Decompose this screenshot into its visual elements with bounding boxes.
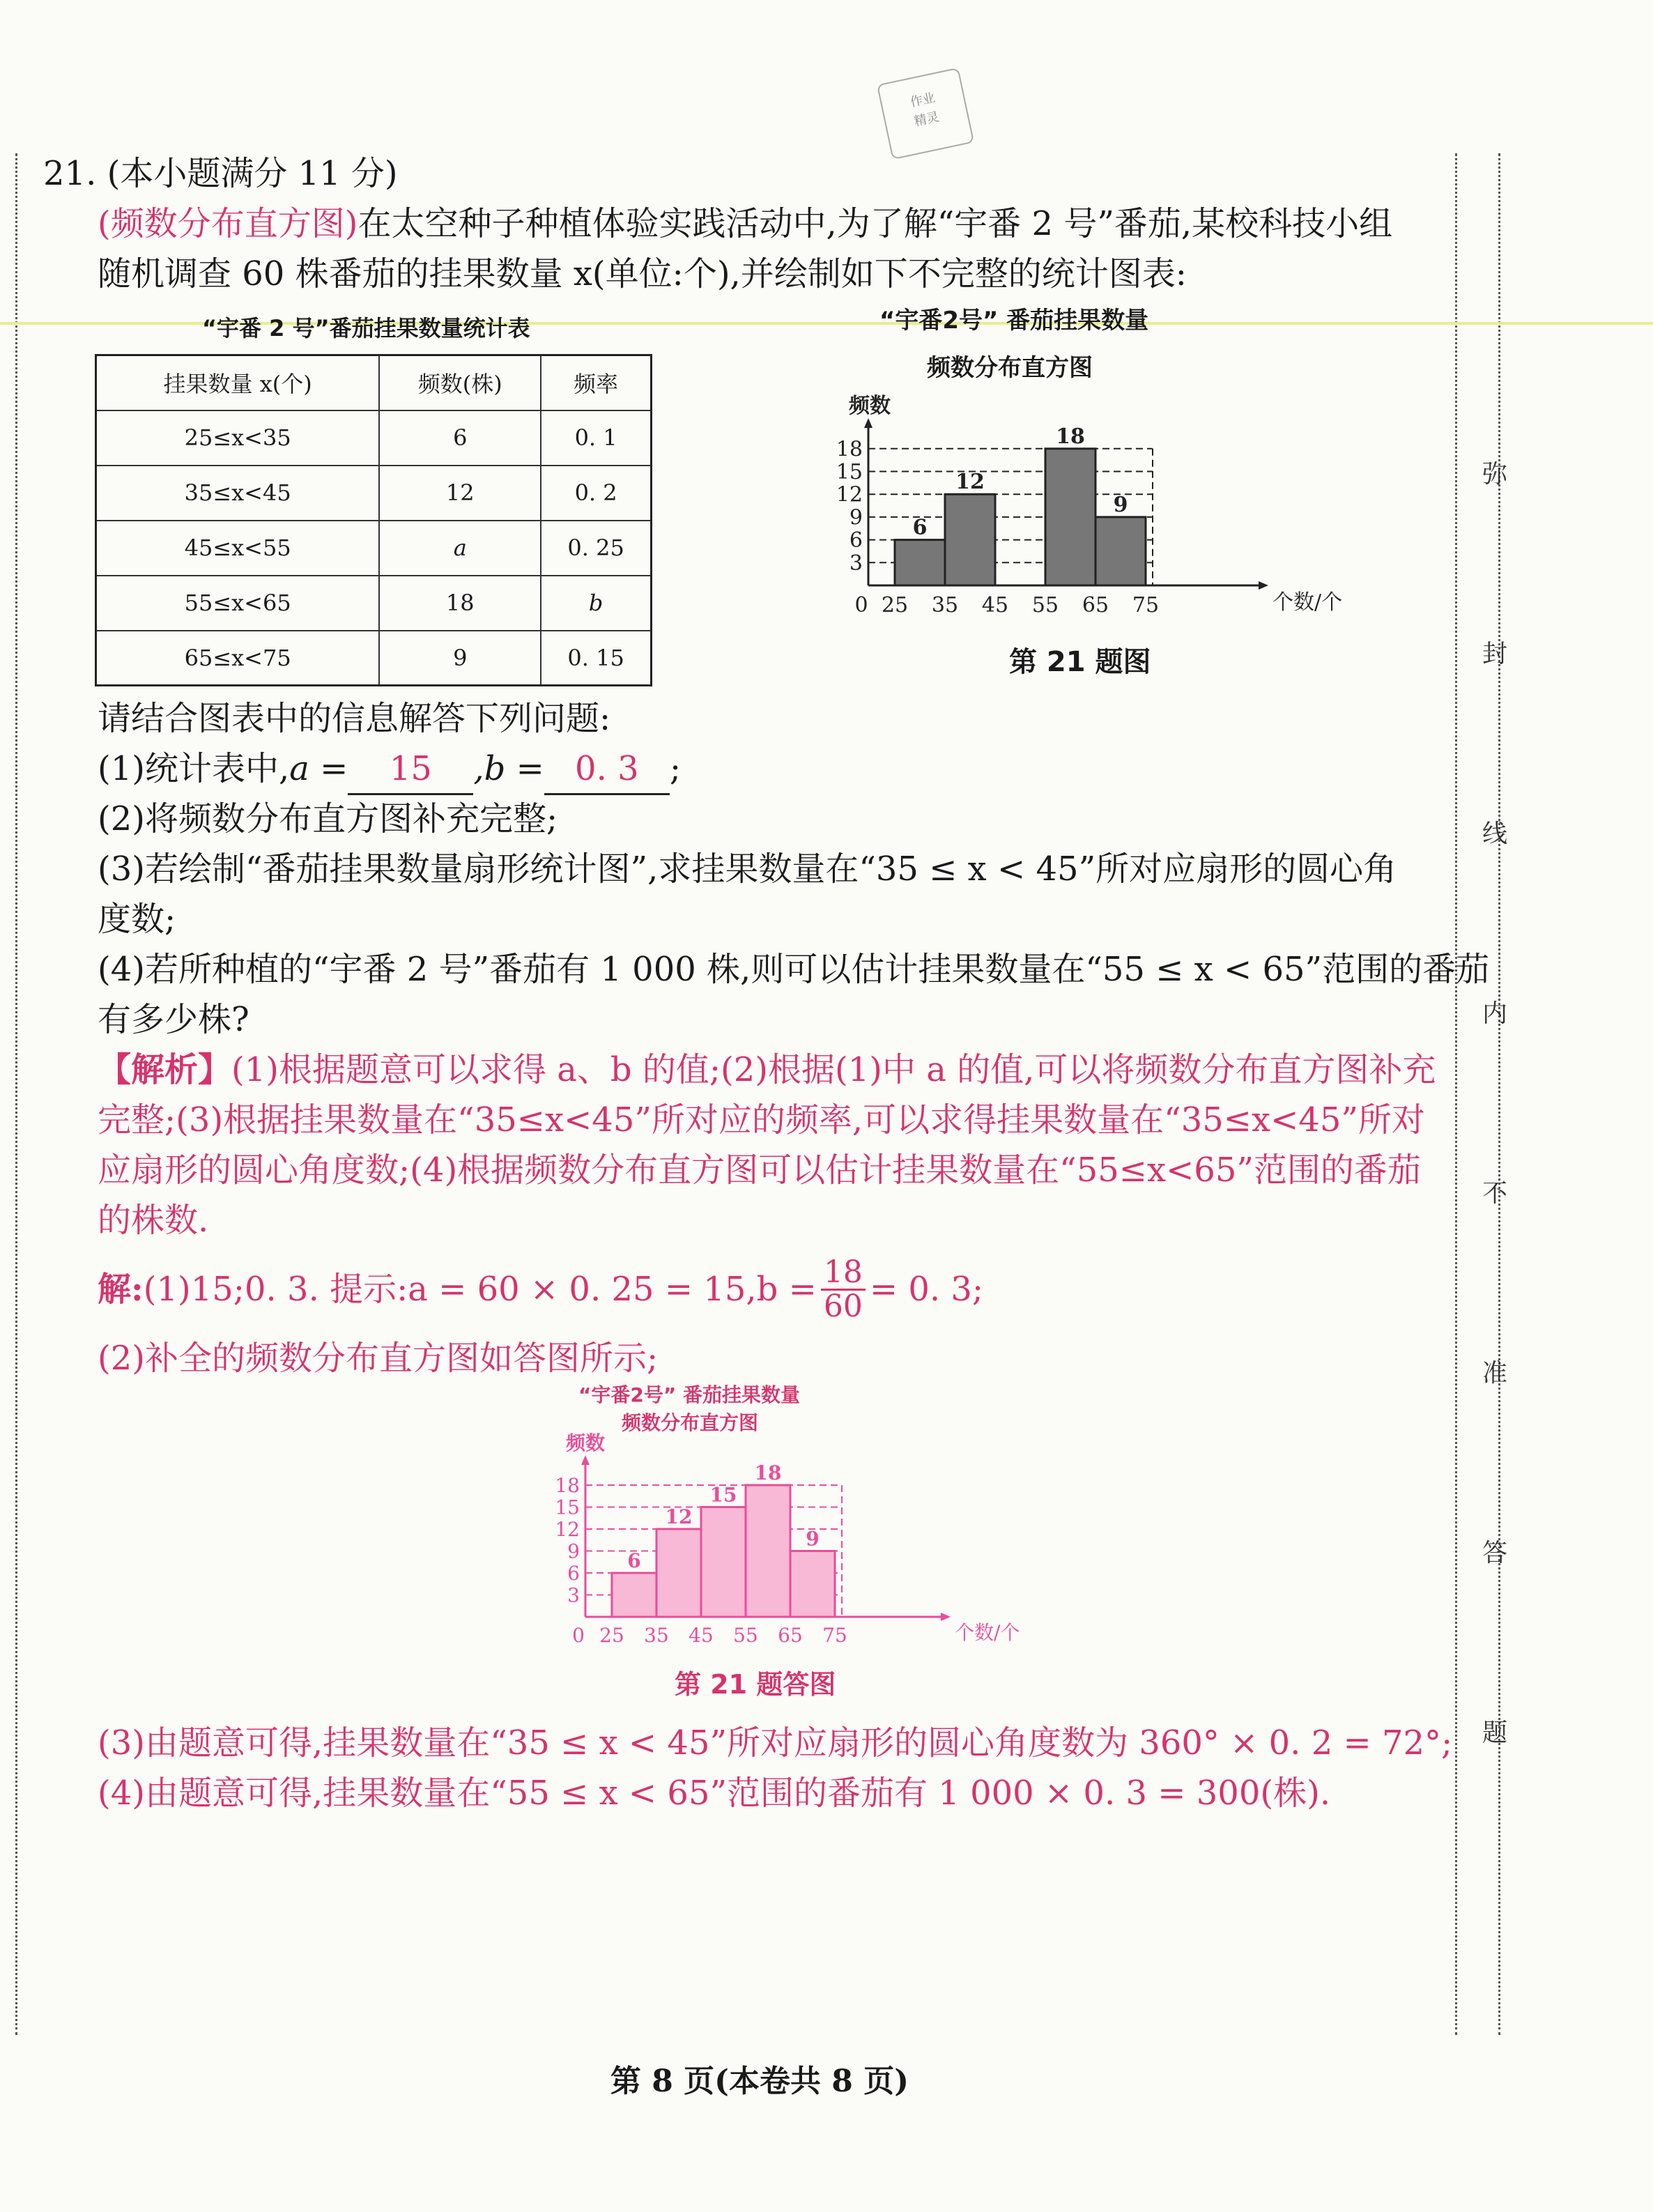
histogram-bar bbox=[1045, 449, 1095, 585]
histogram-bar bbox=[746, 1485, 790, 1617]
table-cell: 12 bbox=[379, 466, 541, 521]
solution-line-4: (4)由题意可得,挂果数量在“55 ≤ x < 65”范围的番茄有 1 000 × 0. 3 = 300(株). bbox=[98, 1774, 1331, 1813]
x-tick-label: 25 bbox=[599, 1624, 624, 1647]
chart1-title: “宇番2号” 番茄挂果数量 bbox=[879, 307, 1149, 335]
table-header: 频数(株) bbox=[379, 355, 541, 410]
y-axis-label: 频数 bbox=[566, 1431, 606, 1454]
table-cell: 6 bbox=[379, 410, 541, 466]
analysis-line-3: 应扇形的圆心角度数;(4)根据频数分布直方图可以估计挂果数量在“55≤x<65”范围的番茄 bbox=[98, 1151, 1421, 1190]
q3-line-2: 度数; bbox=[98, 900, 176, 939]
chart1-subtitle: 频数分布直方图 bbox=[927, 354, 1093, 382]
table-cell: 0. 2 bbox=[541, 466, 651, 521]
x-tick-label: 35 bbox=[644, 1624, 669, 1647]
histogram-bar bbox=[612, 1573, 656, 1617]
table-cell: 25≤x<35 bbox=[96, 410, 380, 466]
histogram-bar bbox=[790, 1551, 835, 1618]
q1-b-label: ,b = bbox=[473, 749, 544, 788]
x-tick-label: 25 bbox=[881, 593, 909, 617]
side-char: 不 bbox=[1482, 1179, 1508, 1208]
histogram-bar bbox=[945, 494, 995, 585]
x-axis-label: 个数/个 bbox=[1273, 590, 1343, 615]
y-tick-label: 18 bbox=[555, 1473, 580, 1497]
table-title: “宇番 2 号”番茄挂果数量统计表 bbox=[202, 315, 530, 341]
table-cell: 45≤x<55 bbox=[96, 521, 380, 576]
bar-value-label: 15 bbox=[709, 1483, 737, 1507]
y-tick-label: 15 bbox=[555, 1496, 580, 1519]
side-char: 题 bbox=[1482, 1719, 1508, 1747]
table-row bbox=[96, 466, 652, 521]
chart2-caption: 第 21 题答图 bbox=[675, 1669, 836, 1700]
side-char: 线 bbox=[1482, 820, 1508, 848]
x-tick-label: 75 bbox=[1132, 593, 1160, 617]
table-cell: a bbox=[379, 521, 541, 576]
fraction-denominator: 60 bbox=[823, 1288, 863, 1324]
table-row bbox=[96, 410, 652, 466]
y-tick-label: 3 bbox=[567, 1583, 580, 1607]
solution-line-3: (3)由题意可得,挂果数量在“35 ≤ x < 45”所对应扇形的圆心角度数为 360° × 0. 2 = 72°; bbox=[98, 1723, 1453, 1762]
q2-line: (2)将频数分布直方图补充完整; bbox=[98, 799, 558, 838]
q4-line-2: 有多少株? bbox=[98, 1000, 249, 1039]
table-header: 频率 bbox=[541, 355, 651, 410]
stamp-logo: 作业 精灵 bbox=[877, 68, 974, 160]
side-char: 答 bbox=[1482, 1539, 1508, 1567]
y-tick-label: 9 bbox=[849, 505, 863, 530]
y-tick-label: 9 bbox=[567, 1539, 580, 1563]
analysis-line-4: 的株数. bbox=[98, 1201, 209, 1240]
table-cell: b bbox=[541, 576, 651, 631]
question-intro-2: 随机调查 60 株番茄的挂果数量 x(单位:个),并绘制如下不完整的统计图表: bbox=[98, 254, 1187, 293]
table-cell: 65≤x<75 bbox=[96, 631, 380, 686]
y-axis-arrow bbox=[864, 418, 872, 428]
x-tick-label: 55 bbox=[733, 1624, 758, 1647]
x-tick-label: 45 bbox=[689, 1624, 714, 1647]
x-tick-label: 75 bbox=[822, 1624, 847, 1647]
y-tick-label: 12 bbox=[836, 482, 863, 507]
bar-value-label: 6 bbox=[627, 1549, 641, 1572]
answer-a: 15 bbox=[348, 744, 473, 795]
left-margin-line bbox=[15, 153, 17, 2035]
table-cell: 55≤x<65 bbox=[96, 576, 380, 631]
stat-table bbox=[95, 354, 652, 686]
solution-line-2: (2)补全的频数分布直方图如答图所示; bbox=[98, 1339, 659, 1378]
table-row bbox=[96, 631, 652, 686]
question-intro-1 bbox=[98, 199, 1392, 248]
analysis-line-1 bbox=[98, 1045, 1436, 1094]
right-margin-line-1 bbox=[1455, 153, 1457, 2035]
chart2-subtitle: 频数分布直方图 bbox=[622, 1411, 759, 1434]
intro-text: 在太空种子种植体验实践活动中,为了解“宇番 2 号”番茄,某校科技小组 bbox=[357, 204, 1393, 243]
bar-value-label: 18 bbox=[1056, 424, 1085, 449]
solution-s1: (1)15;0. 3. 提示:a = 60 × 0. 25 = 15,b = bbox=[143, 1270, 817, 1309]
table-cell: 18 bbox=[379, 576, 541, 631]
side-char: 封 bbox=[1482, 640, 1508, 668]
q1-suffix: ; bbox=[669, 749, 681, 788]
bar-value-label: 12 bbox=[665, 1505, 693, 1528]
prompt-text: 请结合图表中的信息解答下列问题: bbox=[98, 699, 611, 738]
x-axis-label: 个数/个 bbox=[955, 1621, 1020, 1644]
table-header: 挂果数量 x(个) bbox=[96, 355, 380, 410]
x-tick-label: 45 bbox=[981, 593, 1009, 617]
x-tick-label: 35 bbox=[931, 593, 959, 617]
answer-b: 0. 3 bbox=[544, 744, 670, 795]
chart2-title: “宇番2号” 番茄挂果数量 bbox=[578, 1383, 801, 1406]
q1-prefix: (1)统计表中, bbox=[98, 749, 290, 788]
side-char: 准 bbox=[1482, 1359, 1508, 1388]
question-number: 21. (本小题满分 11 分) bbox=[43, 154, 398, 193]
histogram-bar bbox=[656, 1529, 701, 1617]
table-cell: 0. 1 bbox=[541, 410, 651, 466]
x-tick-label: 0 bbox=[854, 593, 868, 617]
table-header-row bbox=[96, 355, 652, 410]
solution-line-1 bbox=[98, 1254, 983, 1324]
table-row bbox=[96, 521, 652, 576]
analysis-text: (1)根据题意可以求得 a、b 的值;(2)根据(1)中 a 的值,可以将频数分布直方图补充 bbox=[231, 1050, 1436, 1089]
bar-value-label: 12 bbox=[955, 470, 985, 495]
y-tick-label: 6 bbox=[849, 528, 863, 553]
y-tick-label: 18 bbox=[836, 437, 863, 462]
topic-tag: (频数分布直方图) bbox=[98, 204, 358, 243]
answer-histogram-chart bbox=[551, 1429, 1020, 1659]
histogram-bar bbox=[701, 1507, 746, 1618]
x-tick-label: 0 bbox=[572, 1624, 585, 1647]
chart1-caption: 第 21 题图 bbox=[1009, 646, 1151, 678]
y-tick-label: 15 bbox=[836, 460, 863, 484]
x-tick-label: 55 bbox=[1031, 593, 1059, 617]
y-axis-label: 频数 bbox=[849, 394, 891, 418]
x-tick-label: 65 bbox=[1082, 593, 1109, 617]
y-tick-label: 3 bbox=[849, 551, 863, 576]
side-char: 内 bbox=[1482, 999, 1508, 1028]
right-margin-line-2 bbox=[1498, 153, 1500, 2035]
x-tick-label: 65 bbox=[778, 1624, 803, 1647]
fraction-numerator: 18 bbox=[821, 1257, 866, 1291]
q1-line bbox=[98, 744, 681, 795]
bar-value-label: 9 bbox=[806, 1527, 820, 1551]
analysis-line-2: 完整;(3)根据挂果数量在“35≤x<45”所对应的频率,可以求得挂果数量在“35≤x<45”所对 bbox=[98, 1100, 1425, 1139]
x-axis-arrow bbox=[1259, 581, 1268, 590]
page-footer: 第 8 页(本卷共 8 页) bbox=[610, 2064, 909, 2099]
table-cell: 35≤x<45 bbox=[96, 466, 380, 521]
bar-value-label: 18 bbox=[754, 1461, 782, 1484]
x-axis-arrow bbox=[941, 1613, 951, 1621]
y-tick-label: 6 bbox=[567, 1561, 580, 1585]
q1-a-label: a = bbox=[289, 749, 348, 788]
table-row bbox=[96, 576, 652, 631]
bar-value-label: 9 bbox=[1113, 492, 1128, 517]
table-cell: 0. 25 bbox=[541, 521, 651, 576]
side-char: 弥 bbox=[1482, 460, 1508, 489]
bar-value-label: 6 bbox=[912, 515, 928, 540]
analysis-label: 【解析】 bbox=[98, 1050, 232, 1089]
histogram-chart bbox=[836, 369, 1343, 648]
histogram-bar bbox=[895, 540, 945, 585]
q4-line-1: (4)若所种植的“宇番 2 号”番茄有 1 000 株,则可以估计挂果数量在“55 ≤ x < 65”范围的番茄 bbox=[98, 950, 1490, 989]
table-cell: 0. 15 bbox=[541, 631, 651, 686]
fraction bbox=[821, 1254, 866, 1324]
histogram-bar bbox=[1095, 517, 1146, 585]
solution-s1-suffix: = 0. 3; bbox=[869, 1270, 984, 1309]
y-tick-label: 12 bbox=[555, 1517, 580, 1541]
q3-line-1: (3)若绘制“番茄挂果数量扇形统计图”,求挂果数量在“35 ≤ x < 45”所对应扇形的圆心角 bbox=[98, 850, 1397, 889]
y-axis-arrow bbox=[581, 1455, 590, 1465]
table-cell: 9 bbox=[379, 631, 541, 686]
solution-label: 解: bbox=[98, 1270, 144, 1309]
